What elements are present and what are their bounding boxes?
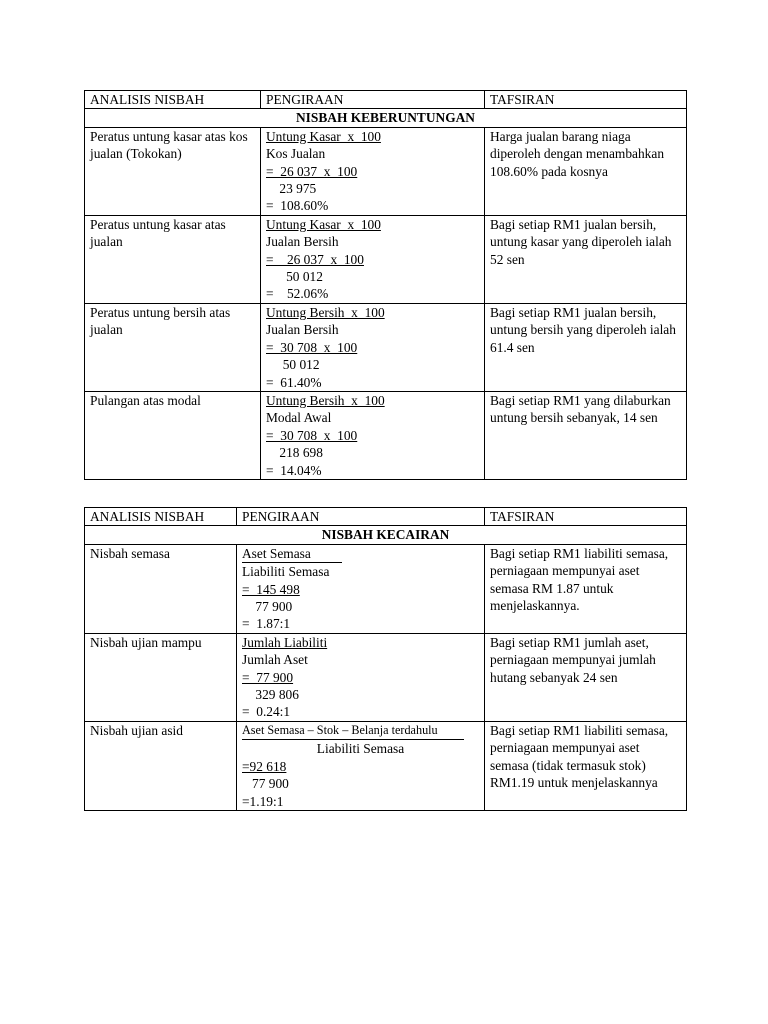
calc-numerator: Untung Bersih x 100 <box>266 304 385 320</box>
calc-numerator: Untung Kasar x 100 <box>266 128 381 144</box>
interpretation-cell: Bagi setiap RM1 liabiliti semasa, perniagaan mempunyai aset semasa RM 1.87 untuk menjelaskannya. <box>485 544 687 633</box>
header-analysis: ANALISIS NISBAH <box>85 91 261 109</box>
calc-value-denominator: 77 900 <box>242 599 293 615</box>
calc-value-numerator: = 26 037 x 100 <box>266 163 358 179</box>
calc-value-numerator: = 30 708 x 100 <box>266 427 358 443</box>
liquidity-ratio-table <box>84 507 687 811</box>
analysis-cell: Peratus untung kasar atas kos jualan (Tokokan) <box>85 127 261 215</box>
section-title: NISBAH KEBERUNTUNGAN <box>85 109 687 127</box>
calculation-cell <box>261 391 485 479</box>
calc-value-denominator: 50 012 <box>266 269 323 285</box>
calculation-cell <box>237 633 485 721</box>
calc-value-denominator: 77 900 <box>242 776 289 792</box>
header-interpretation: TAFSIRAN <box>485 508 687 526</box>
calc-value-numerator: =92 618 <box>242 758 287 774</box>
calc-result: = 0.24:1 <box>242 704 291 720</box>
calculation-cell <box>237 721 485 810</box>
interpretation-cell: Bagi setiap RM1 jualan bersih, untung bersih yang diperoleh ialah 61.4 sen <box>485 303 687 391</box>
table-row <box>85 303 687 391</box>
calc-value-denominator: 329 806 <box>242 687 299 703</box>
header-calculation: PENGIRAAN <box>261 91 485 109</box>
calc-numerator: Aset Semasa – Stok – Belanja terdahulu <box>242 722 464 740</box>
calc-value-denominator: 23 975 <box>266 181 317 197</box>
calc-denominator: Jumlah Aset <box>242 652 308 668</box>
interpretation-cell: Harga jualan barang niaga diperoleh dengan menambahkan 108.60% pada kosnya <box>485 127 687 215</box>
calc-denominator: Jualan Bersih <box>266 234 339 250</box>
interpretation-cell: Bagi setiap RM1 jumlah aset, perniagaan mempunyai jumlah hutang sebanyak 24 sen <box>485 633 687 721</box>
calc-denominator: Modal Awal <box>266 410 332 426</box>
calculation-cell <box>261 303 485 391</box>
calc-result: = 61.40% <box>266 374 322 390</box>
profitability-ratio-table <box>84 90 687 480</box>
interpretation-cell: Bagi setiap RM1 liabiliti semasa, perniagaan mempunyai aset semasa (tidak termasuk stok) RM1.19 untuk menjelaskannya <box>485 721 687 810</box>
analysis-cell: Peratus untung bersih atas jualan <box>85 303 261 391</box>
table-row <box>85 633 687 721</box>
interpretation-cell: Bagi setiap RM1 jualan bersih, untung kasar yang diperoleh ialah 52 sen <box>485 215 687 303</box>
analysis-cell: Pulangan atas modal <box>85 391 261 479</box>
table-row <box>85 127 687 215</box>
calc-value-denominator: 218 698 <box>266 445 323 461</box>
calc-numerator: Aset Semasa <box>242 545 342 563</box>
calculation-cell <box>261 215 485 303</box>
header-interpretation: TAFSIRAN <box>485 91 687 109</box>
analysis-cell: Nisbah ujian mampu <box>85 633 237 721</box>
section-row <box>85 109 687 127</box>
calc-value-numerator: = 26 037 x 100 <box>266 251 364 267</box>
calc-numerator: Untung Bersih x 100 <box>266 392 385 408</box>
section-title: NISBAH KECAIRAN <box>85 526 687 544</box>
calc-denominator: Liabiliti Semasa <box>242 564 330 580</box>
calculation-cell <box>237 544 485 633</box>
calc-value-denominator: 50 012 <box>266 357 320 373</box>
calc-numerator: Jumlah Liabiliti <box>242 634 328 650</box>
table-row <box>85 391 687 479</box>
calc-value-numerator: = 77 900 <box>242 669 294 685</box>
table-header-row <box>85 91 687 109</box>
header-analysis: ANALISIS NISBAH <box>85 508 237 526</box>
section-row <box>85 526 687 544</box>
calculation-cell <box>261 127 485 215</box>
analysis-cell: Nisbah semasa <box>85 544 237 633</box>
calc-denominator: Liabiliti Semasa <box>316 741 405 757</box>
calc-value-numerator: = 30 708 x 100 <box>266 339 358 355</box>
calc-denominator: Kos Jualan <box>266 146 326 162</box>
calc-denominator: Jualan Bersih <box>266 322 339 338</box>
calc-result: = 14.04% <box>266 462 322 478</box>
table-row <box>85 544 687 633</box>
analysis-cell: Nisbah ujian asid <box>85 721 237 810</box>
calc-result: = 52.06% <box>266 286 329 302</box>
analysis-cell: Peratus untung kasar atas jualan <box>85 215 261 303</box>
interpretation-cell: Bagi setiap RM1 yang dilaburkan untung bersih sebanyak, 14 sen <box>485 391 687 479</box>
calc-result: = 108.60% <box>266 198 329 214</box>
table-header-row <box>85 508 687 526</box>
table-row <box>85 721 687 810</box>
calc-value-numerator: = 145 498 <box>242 581 300 597</box>
header-calculation: PENGIRAAN <box>237 508 485 526</box>
calc-result: = 1.87:1 <box>242 616 291 632</box>
table-row <box>85 215 687 303</box>
calc-result: =1.19:1 <box>242 793 284 809</box>
calc-numerator: Untung Kasar x 100 <box>266 216 381 232</box>
